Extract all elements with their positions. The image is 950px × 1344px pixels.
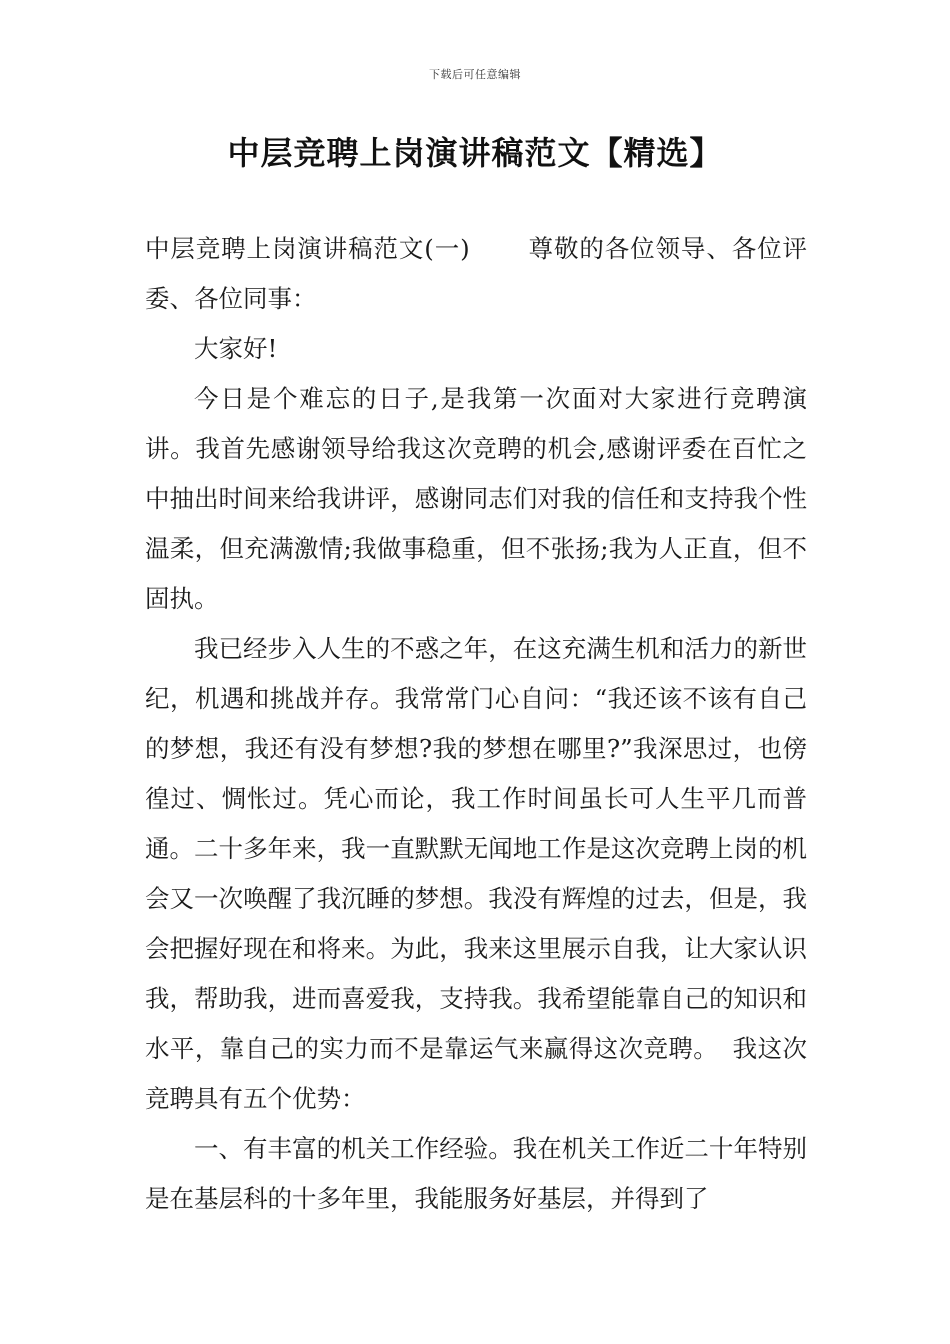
salutation: 尊敬的各位领导、各位评委、各位同事： bbox=[145, 234, 807, 313]
paragraph: 今日是个难忘的日子,是我第一次面对大家进行竞聘演讲。我首先感谢领导给我这次竞聘的机会,感谢评委在百忙之中抽出时间来给我讲评，感谢同志们对我的信任和支持我个性温柔，但充满激情;我做事稳重，但不张扬;我为人正直，但不固执。 bbox=[145, 384, 807, 613]
opening-paragraph bbox=[145, 224, 807, 324]
header-note: 下载后可任意编辑 bbox=[429, 68, 521, 81]
paragraph-text: 我已经步入人生的不惑之年，在这充满生机和活力的新世纪，机遇和挑战并存。我常常门心自问：“我还该不该有自己的梦想，我还有没有梦想?我的梦想在哪里?”我深思过，也傍徨过、惆怅过。凭心而论，我工作时间虽长可人生平几而普通。二十多年来，我一直默默无闻地工作是这次竞聘上岗的机会又一次唤醒了我沉睡的梦想。我没有辉煌的过去，但是，我会把握好现在和将来。为此，我来这里展示自我，让大家认识我，帮助我，进而喜爱我，支持我。我希望能靠自己的知识和水平，靠自己的实力而不是靠运气来赢得这次竞聘。 bbox=[145, 634, 807, 1063]
paragraph-point-one: 一、有丰富的机关工作经验。我在机关工作近二十年特别是在基层科的十多年里，我能服务好基层，并得到了 bbox=[145, 1134, 807, 1213]
paragraph bbox=[145, 624, 807, 1124]
section-subtitle: 中层竞聘上岗演讲稿范文(一) bbox=[145, 234, 470, 263]
document-body bbox=[145, 224, 807, 1224]
greeting: 大家好! bbox=[194, 334, 278, 363]
advantages-intro: 我这次竞聘具有五个优势： bbox=[145, 1034, 808, 1113]
document-title: 中层竞聘上岗演讲稿范文【精选】 bbox=[227, 134, 723, 172]
